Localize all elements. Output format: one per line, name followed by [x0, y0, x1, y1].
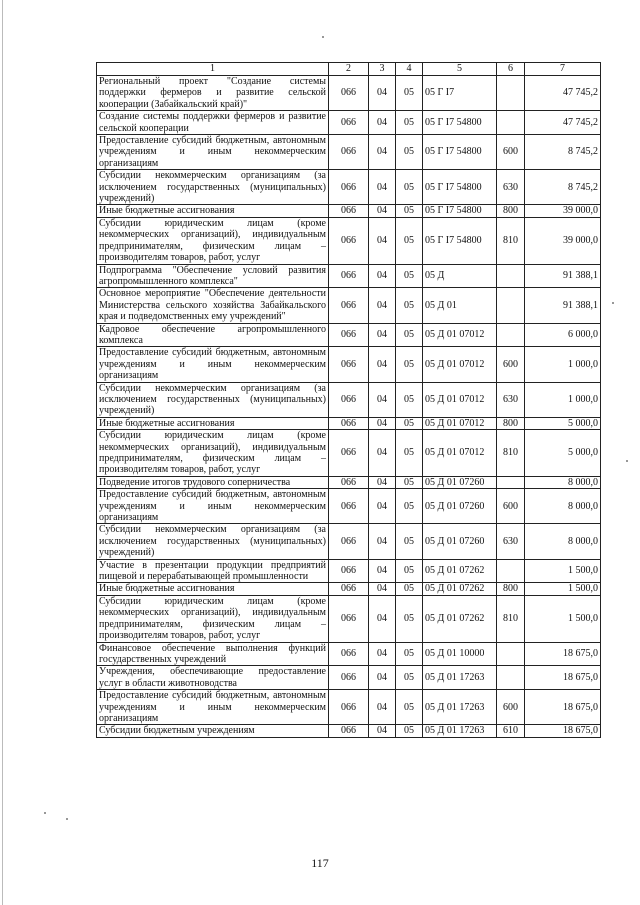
subsection-code-cell: 05 — [396, 690, 423, 725]
section-code-cell: 04 — [369, 288, 396, 323]
expense-type-cell: 800 — [497, 583, 525, 595]
target-article-cell: 05 Д 01 17263 — [423, 666, 497, 690]
page-number: 117 — [311, 856, 329, 870]
table-row — [97, 595, 601, 642]
amount-cell: 5 000,0 — [525, 430, 601, 477]
amount-cell: 8 745,2 — [525, 170, 601, 205]
expense-name-cell: Субсидии юридическим лицам (кроме некоммерческих организаций), индивидуальным предпринимателям, физическим лицам – производителям товаров, работ, услуг — [97, 217, 329, 264]
table-row — [97, 205, 601, 217]
subsection-code-cell: 05 — [396, 170, 423, 205]
table-row — [97, 347, 601, 382]
target-article-cell: 05 Г I7 54800 — [423, 217, 497, 264]
header-col-5: 5 — [423, 63, 497, 76]
section-code-cell: 04 — [369, 217, 396, 264]
subsection-code-cell: 05 — [396, 666, 423, 690]
admin-code-cell: 066 — [329, 690, 369, 725]
table-row — [97, 135, 601, 170]
amount-cell: 1 000,0 — [525, 347, 601, 382]
section-code-cell: 04 — [369, 170, 396, 205]
expense-name-cell: Подпрограмма "Обеспечение условий развития агропромышленного комплекса" — [97, 264, 329, 288]
subsection-code-cell: 05 — [396, 417, 423, 429]
admin-code-cell: 066 — [329, 323, 369, 347]
section-code-cell: 04 — [369, 489, 396, 524]
amount-cell: 47 745,2 — [525, 76, 601, 111]
admin-code-cell: 066 — [329, 288, 369, 323]
expense-name-cell: Участие в презентации продукции предприятий пищевой и перерабатывающей промышленности — [97, 559, 329, 583]
amount-cell: 5 000,0 — [525, 417, 601, 429]
target-article-cell: 05 Д 01 07262 — [423, 583, 497, 595]
table-row — [97, 288, 601, 323]
target-article-cell: 05 Д 01 07260 — [423, 489, 497, 524]
amount-cell: 39 000,0 — [525, 205, 601, 217]
amount-cell: 39 000,0 — [525, 217, 601, 264]
subsection-code-cell: 05 — [396, 382, 423, 417]
target-article-cell: 05 Д 01 17263 — [423, 725, 497, 737]
section-code-cell: 04 — [369, 583, 396, 595]
expense-type-cell — [497, 559, 525, 583]
admin-code-cell: 066 — [329, 430, 369, 477]
subsection-code-cell: 05 — [396, 476, 423, 488]
table-body — [97, 76, 601, 738]
target-article-cell: 05 Д 01 07012 — [423, 417, 497, 429]
amount-cell: 91 388,1 — [525, 288, 601, 323]
amount-cell: 8 000,0 — [525, 489, 601, 524]
expense-type-cell: 800 — [497, 205, 525, 217]
admin-code-cell: 066 — [329, 264, 369, 288]
target-article-cell: 05 Д 01 07012 — [423, 347, 497, 382]
target-article-cell: 05 Д 01 — [423, 288, 497, 323]
amount-cell: 1 000,0 — [525, 382, 601, 417]
target-article-cell: 05 Д 01 07262 — [423, 559, 497, 583]
subsection-code-cell: 05 — [396, 76, 423, 111]
table-row — [97, 690, 601, 725]
section-code-cell: 04 — [369, 559, 396, 583]
subsection-code-cell: 05 — [396, 430, 423, 477]
expense-name-cell: Предоставление субсидий бюджетным, автономным учреждениям и иным некоммерческим организациям — [97, 135, 329, 170]
table-row — [97, 323, 601, 347]
scan-edge-line — [2, 0, 3, 905]
expense-name-cell: Кадровое обеспечение агропромышленного комплекса — [97, 323, 329, 347]
table-row — [97, 489, 601, 524]
section-code-cell: 04 — [369, 476, 396, 488]
admin-code-cell: 066 — [329, 642, 369, 666]
table-row — [97, 476, 601, 488]
admin-code-cell: 066 — [329, 583, 369, 595]
amount-cell: 8 000,0 — [525, 476, 601, 488]
section-code-cell: 04 — [369, 417, 396, 429]
section-code-cell: 04 — [369, 642, 396, 666]
expense-name-cell: Предоставление субсидий бюджетным, автономным учреждениям и иным некоммерческим организациям — [97, 489, 329, 524]
expense-type-cell — [497, 476, 525, 488]
target-article-cell: 05 Г I7 54800 — [423, 135, 497, 170]
scan-speck — [322, 36, 324, 38]
table-row — [97, 642, 601, 666]
section-code-cell: 04 — [369, 524, 396, 559]
section-code-cell: 04 — [369, 347, 396, 382]
admin-code-cell: 066 — [329, 205, 369, 217]
amount-cell: 18 675,0 — [525, 725, 601, 737]
budget-table — [96, 62, 601, 738]
target-article-cell: 05 Д 01 07262 — [423, 595, 497, 642]
subsection-code-cell: 05 — [396, 347, 423, 382]
header-col-7: 7 — [525, 63, 601, 76]
target-article-cell: 05 Г I7 54800 — [423, 205, 497, 217]
target-article-cell: 05 Г I7 — [423, 76, 497, 111]
expense-type-cell: 630 — [497, 524, 525, 559]
expense-type-cell — [497, 111, 525, 135]
table-row — [97, 524, 601, 559]
expense-name-cell: Создание системы поддержки фермеров и развитие сельской кооперации — [97, 111, 329, 135]
table-header-row — [97, 63, 601, 76]
expense-type-cell: 600 — [497, 135, 525, 170]
table-row — [97, 111, 601, 135]
scan-speck — [66, 818, 68, 820]
amount-cell: 18 675,0 — [525, 690, 601, 725]
scan-speck — [612, 302, 614, 304]
admin-code-cell: 066 — [329, 725, 369, 737]
expense-name-cell: Субсидии юридическим лицам (кроме некоммерческих организаций), индивидуальным предпринимателям, физическим лицам – производителям товаров, работ, услуг — [97, 595, 329, 642]
scan-speck — [626, 460, 628, 462]
admin-code-cell: 066 — [329, 217, 369, 264]
target-article-cell: 05 Д 01 07012 — [423, 430, 497, 477]
expense-type-cell: 810 — [497, 217, 525, 264]
expense-name-cell: Предоставление субсидий бюджетным, автономным учреждениям и иным некоммерческим организациям — [97, 347, 329, 382]
admin-code-cell: 066 — [329, 666, 369, 690]
amount-cell: 8 745,2 — [525, 135, 601, 170]
expense-type-cell: 600 — [497, 690, 525, 725]
subsection-code-cell: 05 — [396, 288, 423, 323]
subsection-code-cell: 05 — [396, 524, 423, 559]
expense-name-cell: Основное мероприятие "Обеспечение деятельности Министерства сельского хозяйства Забайкальского края и подведомственных ему учреждений" — [97, 288, 329, 323]
expense-type-cell — [497, 642, 525, 666]
header-col-3: 3 — [369, 63, 396, 76]
section-code-cell: 04 — [369, 323, 396, 347]
expense-type-cell — [497, 323, 525, 347]
expense-type-cell — [497, 666, 525, 690]
expense-name-cell: Субсидии некоммерческим организациям (за исключением государственных (муниципальных) учреждений) — [97, 524, 329, 559]
expense-type-cell: 800 — [497, 417, 525, 429]
admin-code-cell: 066 — [329, 417, 369, 429]
amount-cell: 47 745,2 — [525, 111, 601, 135]
admin-code-cell: 066 — [329, 559, 369, 583]
expense-name-cell: Региональный проект "Создание системы поддержки фермеров и развитие сельской кооперации (Забайкальский край)" — [97, 76, 329, 111]
target-article-cell: 05 Г I7 54800 — [423, 170, 497, 205]
section-code-cell: 04 — [369, 205, 396, 217]
expense-name-cell: Иные бюджетные ассигнования — [97, 205, 329, 217]
subsection-code-cell: 05 — [396, 111, 423, 135]
table-row — [97, 583, 601, 595]
expense-name-cell: Субсидии некоммерческим организациям (за исключением государственных (муниципальных) учреждений) — [97, 170, 329, 205]
expense-type-cell: 810 — [497, 430, 525, 477]
table-row — [97, 217, 601, 264]
table-row — [97, 666, 601, 690]
expense-type-cell: 600 — [497, 347, 525, 382]
header-col-1: 1 — [97, 63, 329, 76]
target-article-cell: 05 Д 01 07260 — [423, 476, 497, 488]
target-article-cell: 05 Д 01 17263 — [423, 690, 497, 725]
expense-name-cell: Предоставление субсидий бюджетным, автономным учреждениям и иным некоммерческим организациям — [97, 690, 329, 725]
admin-code-cell: 066 — [329, 135, 369, 170]
table-row — [97, 76, 601, 111]
amount-cell: 18 675,0 — [525, 642, 601, 666]
table-row — [97, 725, 601, 737]
subsection-code-cell: 05 — [396, 205, 423, 217]
header-col-4: 4 — [396, 63, 423, 76]
section-code-cell: 04 — [369, 666, 396, 690]
table-row — [97, 430, 601, 477]
table-row — [97, 264, 601, 288]
expense-type-cell — [497, 76, 525, 111]
subsection-code-cell: 05 — [396, 642, 423, 666]
expense-name-cell: Подведение итогов трудового соперничества — [97, 476, 329, 488]
admin-code-cell: 066 — [329, 489, 369, 524]
target-article-cell: 05 Д 01 07012 — [423, 382, 497, 417]
expense-type-cell: 600 — [497, 489, 525, 524]
amount-cell: 1 500,0 — [525, 559, 601, 583]
table-row — [97, 382, 601, 417]
amount-cell: 91 388,1 — [525, 264, 601, 288]
admin-code-cell: 066 — [329, 524, 369, 559]
admin-code-cell: 066 — [329, 382, 369, 417]
section-code-cell: 04 — [369, 690, 396, 725]
target-article-cell: 05 Д 01 07012 — [423, 323, 497, 347]
table-row — [97, 559, 601, 583]
amount-cell: 8 000,0 — [525, 524, 601, 559]
section-code-cell: 04 — [369, 430, 396, 477]
subsection-code-cell: 05 — [396, 595, 423, 642]
target-article-cell: 05 Д — [423, 264, 497, 288]
subsection-code-cell: 05 — [396, 559, 423, 583]
amount-cell: 6 000,0 — [525, 323, 601, 347]
expense-name-cell: Субсидии бюджетным учреждениям — [97, 725, 329, 737]
section-code-cell: 04 — [369, 382, 396, 417]
expense-type-cell: 610 — [497, 725, 525, 737]
admin-code-cell: 066 — [329, 595, 369, 642]
amount-cell: 1 500,0 — [525, 595, 601, 642]
section-code-cell: 04 — [369, 135, 396, 170]
target-article-cell: 05 Г I7 54800 — [423, 111, 497, 135]
expense-name-cell: Учреждения, обеспечивающие предоставление услуг в области животноводства — [97, 666, 329, 690]
admin-code-cell: 066 — [329, 476, 369, 488]
admin-code-cell: 066 — [329, 170, 369, 205]
subsection-code-cell: 05 — [396, 323, 423, 347]
admin-code-cell: 066 — [329, 76, 369, 111]
section-code-cell: 04 — [369, 264, 396, 288]
header-col-6: 6 — [497, 63, 525, 76]
section-code-cell: 04 — [369, 111, 396, 135]
subsection-code-cell: 05 — [396, 135, 423, 170]
header-col-2: 2 — [329, 63, 369, 76]
expense-type-cell: 630 — [497, 170, 525, 205]
section-code-cell: 04 — [369, 725, 396, 737]
admin-code-cell: 066 — [329, 111, 369, 135]
expense-name-cell: Финансовое обеспечение выполнения функций государственных учреждений — [97, 642, 329, 666]
section-code-cell: 04 — [369, 595, 396, 642]
table-row — [97, 170, 601, 205]
expense-name-cell: Субсидии некоммерческим организациям (за исключением государственных (муниципальных) учреждений) — [97, 382, 329, 417]
expense-type-cell: 810 — [497, 595, 525, 642]
subsection-code-cell: 05 — [396, 489, 423, 524]
expense-name-cell: Иные бюджетные ассигнования — [97, 417, 329, 429]
expense-name-cell: Субсидии юридическим лицам (кроме некоммерческих организаций), индивидуальным предпринимателям, физическим лицам – производителям товаров, работ, услуг — [97, 430, 329, 477]
amount-cell: 18 675,0 — [525, 666, 601, 690]
expense-type-cell — [497, 288, 525, 323]
subsection-code-cell: 05 — [396, 725, 423, 737]
subsection-code-cell: 05 — [396, 217, 423, 264]
expense-type-cell — [497, 264, 525, 288]
table-row — [97, 417, 601, 429]
section-code-cell: 04 — [369, 76, 396, 111]
expense-name-cell: Иные бюджетные ассигнования — [97, 583, 329, 595]
subsection-code-cell: 05 — [396, 264, 423, 288]
target-article-cell: 05 Д 01 10000 — [423, 642, 497, 666]
subsection-code-cell: 05 — [396, 583, 423, 595]
expense-type-cell: 630 — [497, 382, 525, 417]
admin-code-cell: 066 — [329, 347, 369, 382]
amount-cell: 1 500,0 — [525, 583, 601, 595]
target-article-cell: 05 Д 01 07260 — [423, 524, 497, 559]
scan-speck — [44, 812, 46, 814]
